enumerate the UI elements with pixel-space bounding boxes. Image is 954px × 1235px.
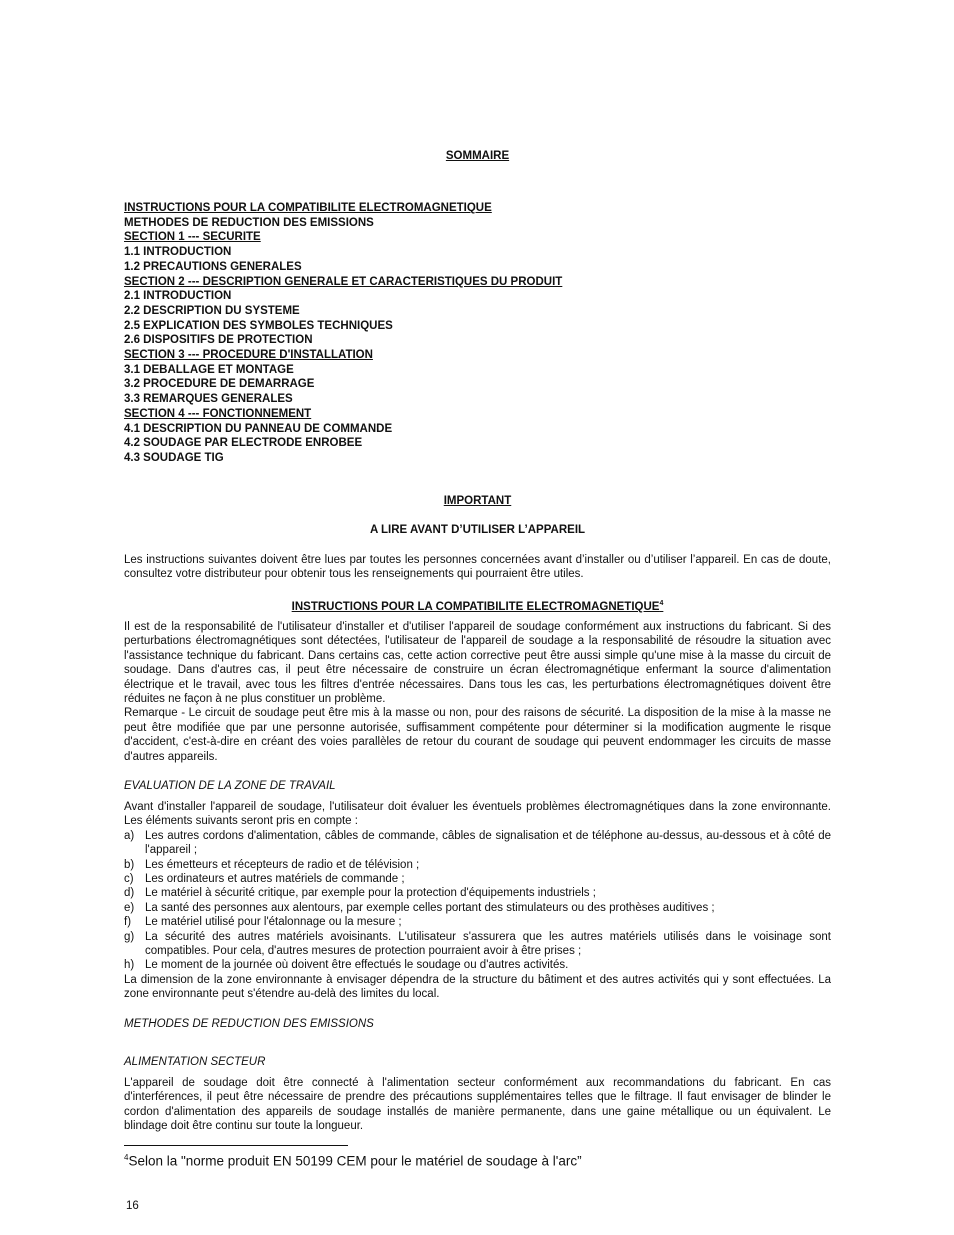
list-item-letter: e) (124, 901, 135, 914)
toc-item: 1.1 INTRODUCTION (124, 246, 232, 259)
emc-title-text: INSTRUCTIONS POUR LA COMPATIBILITE ELECTROMAGNETIQUE (291, 600, 660, 613)
important-subtitle: A LIRE AVANT D’UTILISER L’APPAREIL (369, 524, 586, 536)
important-title: IMPORTANT (443, 495, 512, 507)
footnote (124, 1153, 582, 1169)
list-item-text: Les autres cordons d'alimentation, câbles de commande, câbles de signalisation et de téléphone au-dessus, au-dessous et à côté de l'appareil ; (145, 829, 831, 857)
toc-item: 3.2 PROCEDURE DE DEMARRAGE (124, 378, 315, 391)
toc-section-heading: SECTION 1 --- SECURITE (124, 231, 261, 244)
table-of-contents (124, 201, 831, 466)
toc-section-heading: SECTION 2 --- DESCRIPTION GENERALE ET CARACTERISTIQUES DU PRODUIT (124, 275, 563, 288)
list-item-letter: c) (124, 873, 134, 886)
alimentation-heading: ALIMENTATION SECTEUR (124, 1056, 266, 1068)
list-item (124, 958, 831, 972)
list-item (124, 872, 831, 886)
list-item-text: Les ordinateurs et autres matériels de commande ; (145, 873, 405, 886)
sommaire-title: SOMMAIRE (445, 150, 510, 162)
list-item-letter: a) (124, 829, 135, 842)
toc-item: 3.1 DEBALLAGE ET MONTAGE (124, 363, 294, 376)
toc-item: 2.5 EXPLICATION DES SYMBOLES TECHNIQUES (124, 319, 393, 332)
toc-item: 1.2 PRECAUTIONS GENERALES (124, 260, 302, 273)
list-item-text: La santé des personnes aux alentours, par exemple celles portant des stimulateurs ou des prothèses auditives ; (145, 901, 715, 914)
emc-title (124, 600, 831, 613)
evaluation-body (124, 800, 831, 1002)
toc-item: METHODES DE REDUCTION DES EMISSIONS (124, 216, 374, 229)
list-item-letter: h) (124, 959, 135, 972)
footnote-separator (124, 1145, 348, 1146)
list-item-letter: g) (124, 930, 135, 943)
list-item-text: Le moment de la journée où doivent être effectués le soudage ou d'autres activités. (145, 959, 569, 972)
toc-item: 2.2 DESCRIPTION DU SYSTEME (124, 304, 300, 317)
list-item-text: Le matériel à sécurité critique, par exemple pour la protection d'équipements industriels ; (145, 887, 596, 900)
emc-footnote-ref: 4 (659, 600, 664, 607)
page-number: 16 (126, 1200, 139, 1212)
toc-item: 4.2 SOUDAGE PAR ELECTRODE ENROBEE (124, 437, 363, 450)
toc-item: 4.1 DESCRIPTION DU PANNEAU DE COMMANDE (124, 422, 393, 435)
methods-heading: METHODES DE REDUCTION DES EMISSIONS (124, 1018, 374, 1030)
list-item (124, 858, 831, 872)
evaluation-list (124, 829, 831, 973)
toc-section-heading: SECTION 3 --- PROCEDURE D'INSTALLATION (124, 349, 373, 362)
list-item-letter: f) (124, 916, 132, 929)
list-item (124, 901, 831, 915)
list-item-letter: d) (124, 887, 135, 900)
toc-section-heading: INSTRUCTIONS POUR LA COMPATIBILITE ELECTROMAGNETIQUE (124, 202, 492, 214)
toc-item: 4.3 SOUDAGE TIG (124, 451, 224, 464)
toc-item: 2.1 INTRODUCTION (124, 290, 232, 303)
toc-item: 2.6 DISPOSITIFS DE PROTECTION (124, 334, 313, 347)
footnote-text: Selon la "norme produit EN 50199 CEM pour le matériel de soudage à l'arc” (128, 1153, 582, 1169)
emc-paragraph-1: Il est de la responsabilité de l'utilisateur d'installer et d'utiliser l'appareil de soudage conformément aux instructions du fabricant. Si des perturbations électromagnétiques sont détectées, l'utilisateur de l'appareil de soudage a la responsabilité de résoudre la situation avec l'assistance technique du fabricant. Dans certains cas, cette action corrective peut être aussi simple qu'une mise à la masse du circuit de soudage. Dans d'autres cas, il peut être nécessaire de construire un écran électromagnétique enfermant la source d'alimentation électrique et le travail, avec tous les filtres d'entrée nécessaires. Dans tous les cas, les perturbations électromagnétiques doivent être réduites ne façon à ne plus constituer un problème. (124, 621, 831, 706)
list-item-text: La sécurité des autres matériels avoisinants. L'utilisateur s'assurera que les autres matériels utilisés dans le voisinage sont compatibles. Pour cela, d'autres mesures de protection pourraient avoir à être prises ; (145, 930, 831, 958)
footnote-number: 4 (124, 1153, 129, 1162)
list-item (124, 915, 831, 929)
alimentation-text: L'appareil de soudage doit être connecté à l'alimentation secteur conformément aux recommandations du fabricant. En cas d'interférences, il peut être nécessaire de prendre des précautions supplémentaires telles que le filtrage. Il faut envisager de blinder le cordon d'alimentation des appareils de soudage installés de manière permanente, dans une gaine métallique ou un équivalent. Le blindage doit être continu sur toute la longueur. (124, 1077, 831, 1133)
emc-paragraph-2: Remarque - Le circuit de soudage peut être mis à la masse ou non, pour des raisons de sécurité. La disposition de la mise à la masse ne peut être modifiée que par une personne autorisée, suffisamment compétente pour déterminer si la modification augmente le risque d'accident, c'est-à-dire en créant des voies parallèles de retour du courant de soudage qui peuvent endommager les circuits de masse d'autres appareils. (124, 707, 831, 763)
evaluation-heading: EVALUATION DE LA ZONE DE TRAVAIL (124, 780, 336, 792)
emc-body (124, 620, 831, 764)
evaluation-outro: La dimension de la zone environnante à envisager dépendra de la structure du bâtiment et des autres activités qui y sont effectuées. La zone environnante peut s'étendre au-delà des limites du local. (124, 973, 831, 1001)
important-text: Les instructions suivantes doivent être lues par toutes les personnes concernées avant d’installer ou d’utiliser l’appareil. En cas de doute, consultez votre distributeur pour obtenir tous les renseignements qui pourraient être utiles. (124, 554, 831, 581)
list-item-letter: b) (124, 858, 135, 871)
list-item (124, 829, 831, 858)
list-item (124, 886, 831, 900)
evaluation-intro: Avant d'installer l'appareil de soudage, l'utilisateur doit évaluer les éventuels problèmes électromagnétiques dans la zone environnante. Les éléments suivants seront pris en compte : (124, 801, 831, 828)
toc-section-heading: SECTION 4 --- FONCTIONNEMENT (124, 407, 312, 420)
list-item-text: Les émetteurs et récepteurs de radio et de télévision ; (145, 858, 420, 871)
list-item (124, 930, 831, 959)
toc-item: 3.3 REMARQUES GENERALES (124, 393, 293, 406)
list-item-text: Le matériel utilisé pour l'étalonnage ou la mesure ; (145, 916, 402, 929)
